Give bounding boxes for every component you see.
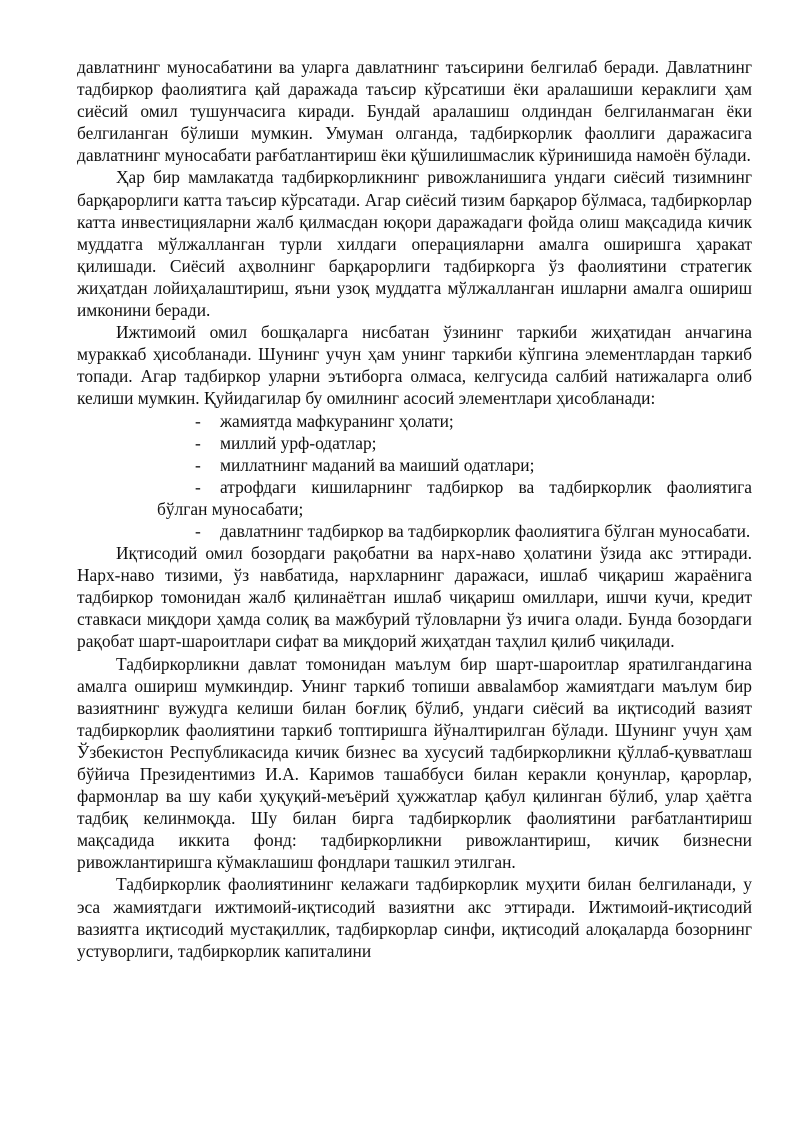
paragraph-state-support: Тадбиркорликни давлат томонидан маълум бир шарт-шароитлар яратилгандагина амалга ошириш мумкиндир. Унинг таркиб топиши аввalамбор жамиятдаги маълум бир вазиятнинг вужудга келиши билан боғлиқ бўлиб, ундаги сиёсий ва иқтисодий вазият тадбиркорлик фаолиятини таркиб топтиришга йўналтирилган бўлади. Шунинг учун ҳам Ўзбекистон Республикасида кичик бизнес ва хусусий тадбиркорликни қўллаб-қувватлаш бўйича Президентимиз И.А. Каримов ташаббуси билан керакли қонунлар, қарорлар, фармонлар ва шу каби ҳуқуқий-меъёрий ҳужжатлар қабул қилинган бўлиб, улар ҳаётга тадбиқ келинмоқда. Шу билан бирга тадбиркорлик фаолиятини рағбатлантириш мақсадида иккита фонд: тадбиркорликни ривожлантириш, кичик бизнесни ривожлантиришга кўмаклашиш фондлари ташкил этилган. xyxy=(77,653,752,873)
document-page xyxy=(77,56,752,962)
paragraph-political-stability: Ҳар бир мамлакатда тадбиркорликнинг ривожланишига ундаги сиёсий тизимнинг барқарорлиги катта таъсир кўрсатади. Агар сиёсий тизим барқарор бўлмаса, тадбиркорлар катта инвестицияларни жалб қилмасдан юқори даражадаги фойда олиш мақсадида кичик муддатга мўлжалланган турли хилдаги операцияларни амалга оширишга ҳаракат қилишади. Сиёсий аҳволнинг барқарорлиги тадбиркорга ўз фаолиятини стратегик жиҳатдан лойиҳалаштириш, яъни узоқ муддатга мўлжалланган ишларни амалга ошириш имконини беради. xyxy=(77,167,752,321)
list-item xyxy=(77,432,752,454)
paragraph-entrepreneurship-environment: Тадбиркорлик фаолиятининг келажаги тадбиркорлик муҳити билан белгиланади, у эса жамиятдаги ижтимоий-иқтисодий вазиятни акс эттиради. Ижтимоий-иқтисодий вазиятга иқтисодий мустақиллик, тадбиркорлар синфи, иқтисодий алоқаларда бозорнинг устуворлиги, тадбиркорлик капиталини xyxy=(77,874,752,961)
list-item xyxy=(77,476,752,520)
list-item-text: миллий урф-одатлар; xyxy=(220,432,377,453)
list-item-text: давлатнинг тадбиркор ва тадбиркорлик фаолиятига бўлган муносабати. xyxy=(220,520,751,541)
paragraph-economic-factor: Иқтисодий омил бозордаги рақобатни ва нарх-наво ҳолатини ўзида акс эттиради. Нарх-наво тизими, ўз навбатида, нархларнинг даражаси, ишлаб чиқариш жараёнига тадбиркор томонидан жалб қилинаётган ишлаб чиқариш омиллари, ишчи кучи, кредит ставкаси миқдори ҳамда солиқ ва мажбурий тўловларни ўз ичига олади. Бунда бозордаги рақобат шарт-шароитлари сифат ва миқдорий жиҳатдан таҳлил қилиб чиқилади. xyxy=(77,543,752,652)
list-dash: - xyxy=(195,410,201,431)
paragraph-social-factor: Ижтимоий омил бошқаларга нисбатан ўзининг таркиби жиҳатидан анчагина мураккаб ҳисобланади. Шунинг учун ҳам унинг таркиби кўпгина элементлардан таркиб топади. Агар тадбиркор уларни эътиборга олмаса, келгусида салбий натижаларга олиб келиши мумкин. Қуйидагилар бу омилнинг асосий элементлари ҳисобланади: xyxy=(77,322,752,409)
list-item-text: атрофдаги кишиларнинг тадбиркор ва тадбиркорлик фаолиятига бўлган муносабати; xyxy=(157,476,752,519)
list-dash: - xyxy=(195,432,201,453)
list-item xyxy=(77,410,752,432)
social-factor-elements-list xyxy=(77,410,752,543)
list-item-text: миллатнинг маданий ва маиший одатлари; xyxy=(220,454,535,475)
paragraph-political-factor-continuation: давлатнинг муносабатини ва уларга давлатнинг таъсирини белгилаб беради. Давлатнинг тадбиркор фаолиятига қай даражада таъсир кўрсатиши ёки аралашиши кераклиги ҳам сиёсий омил тушунчасига киради. Бундай аралашиш олдиндан белгиланмаган ёки белгиланган бўлиши мумкин. Умуман олганда, тадбиркорлик фаоллиги даражасига давлатнинг муносабати рағбатлантириш ёки қўшилишмаслик кўринишида намоён бўлади. xyxy=(77,57,752,166)
list-item xyxy=(77,454,752,476)
list-item xyxy=(77,520,752,542)
list-dash: - xyxy=(195,454,201,475)
list-item-text: жамиятда мафкуранинг ҳолати; xyxy=(220,410,454,431)
list-dash: - xyxy=(195,520,201,541)
list-dash: - xyxy=(195,476,201,497)
